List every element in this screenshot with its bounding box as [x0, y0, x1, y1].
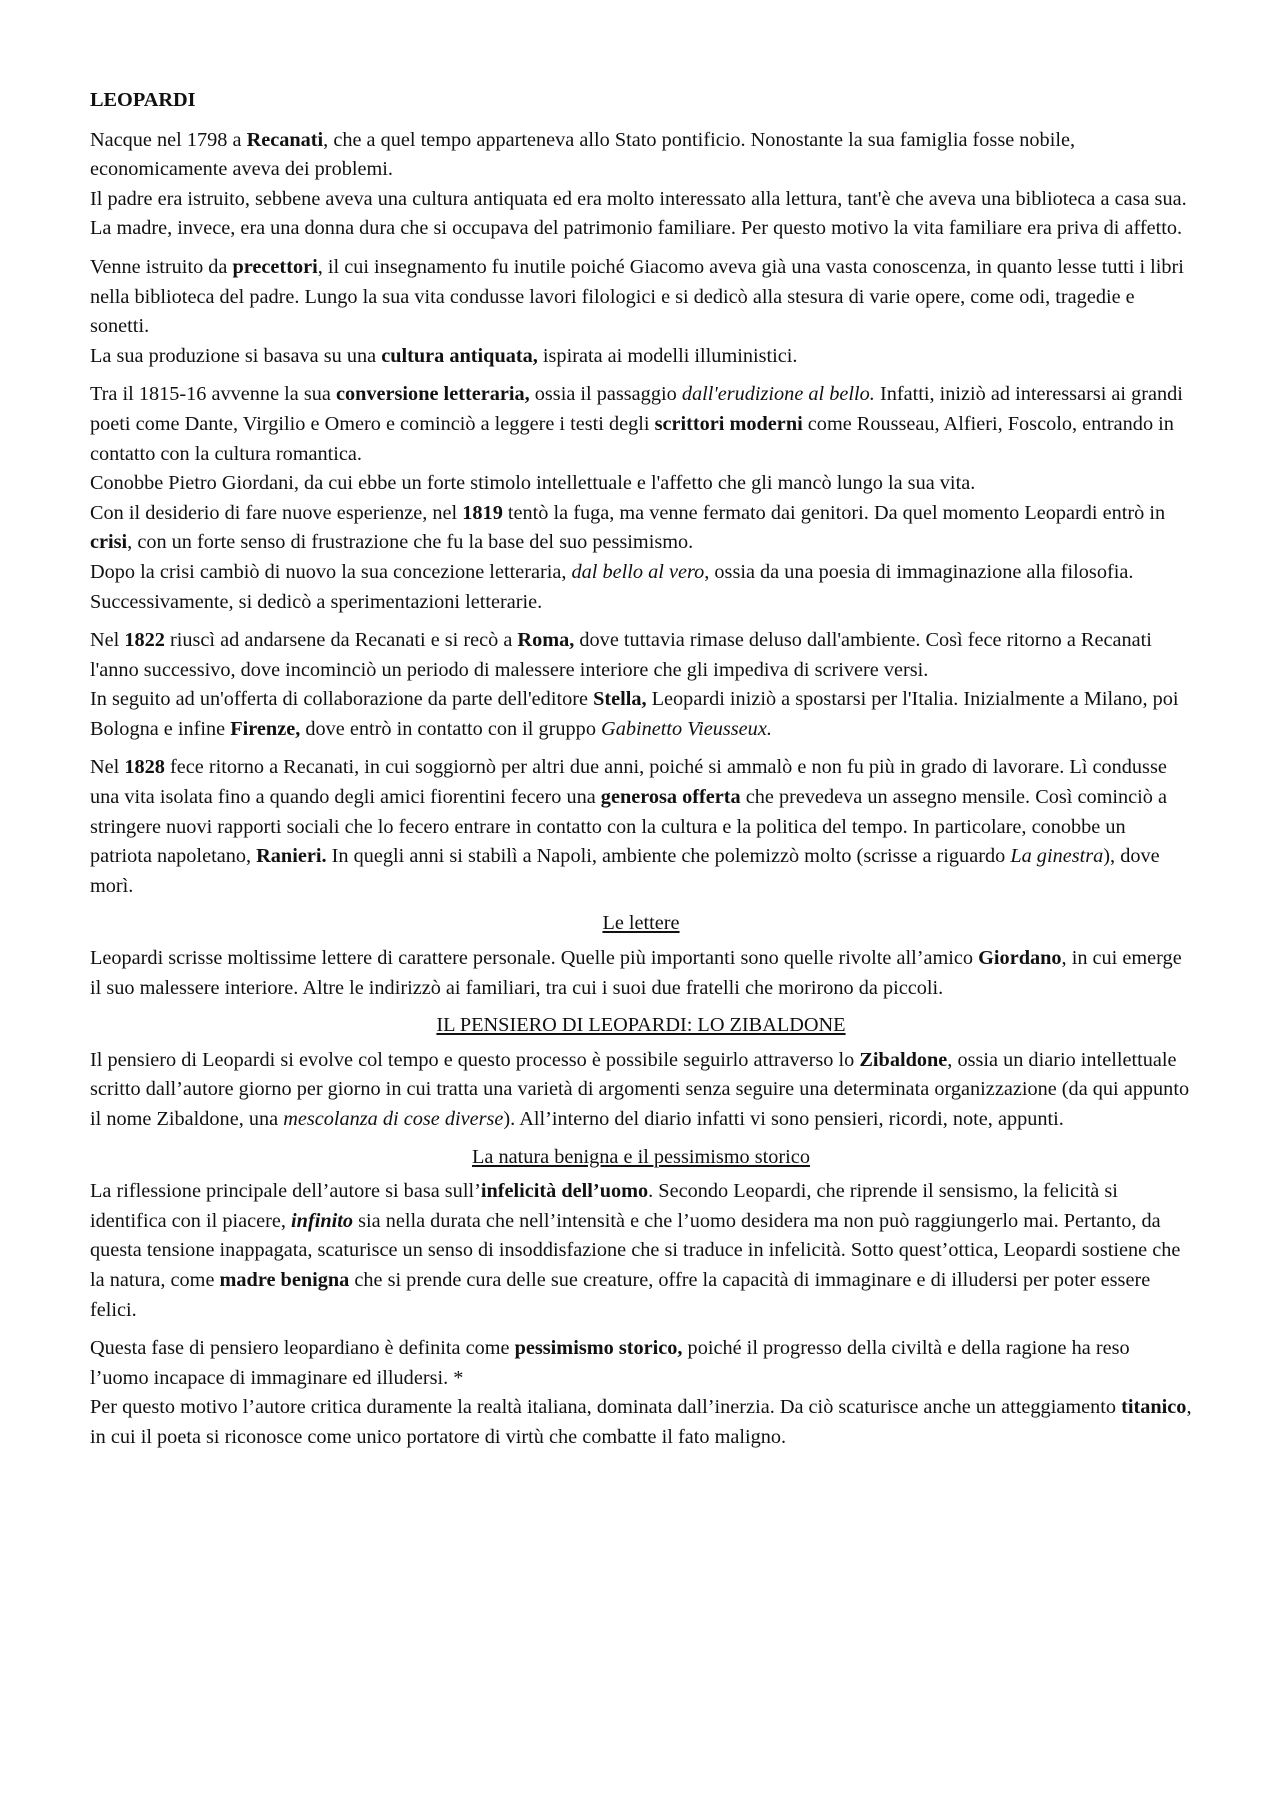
paragraph-giordani: Conobbe Pietro Giordani, da cui ebbe un forte stimolo intellettuale e l'affetto che gli mancò lungo la sua vita. [90, 472, 976, 495]
paragraph-letters: Leopardi scrisse moltissime lettere di carattere personale. Quelle più importanti sono quelle rivolte all’amico Giordano, in cui emerge il suo malessere interiore. Altre le indirizzò ai familiari, tra cui i suoi due fratelli che morirono da piccoli. [90, 947, 1182, 999]
heading-lettere: Le lettere [602, 912, 680, 935]
paragraph-naples: Nel 1828 fece ritorno a Recanati, in cui soggiornò per altri due anni, poiché si ammalò e non fu più in grado di lavorare. Lì condusse una vita isolata fino a quando degli amici fiorentini fecero una generosa offerta che prevedeva un assegno mensile. Così cominciò a stringere nuovi rapporti sociali che lo fecero entrare in contatto con la cultura e la politica del tempo. In particolare, conobbe un patriota napoletano, Ranieri. In quegli anni si stabilì a Napoli, ambiente che polemizzò molto (scrisse a riguardo La ginestra), dove morì. [90, 756, 1167, 897]
paragraph-education: Venne istruito da precettori, il cui insegnamento fu inutile poiché Giacomo aveva già una vasta conoscenza, in quanto lesse tutti i libri nella biblioteca del padre. Lungo la sua vita condusse lavori filologici e si dedicò alla stesura di varie opere, come odi, tragedie e sonetti. [90, 255, 1184, 338]
paragraph-conversion: Tra il 1815-16 avvenne la sua conversione letteraria, ossia il passaggio dall'erudizione al bello. Infatti, iniziò ad interessarsi ai grandi poeti come Dante, Virgilio e Omero e cominciò a leggere i testi degli scrittori moderni come Rousseau, Alfieri, Foscolo, entrando in contatto con la cultura romantica. [90, 383, 1183, 465]
paragraph-stella: In seguito ad un'offerta di collaborazione da parte dell'editore Stella, Leopardi iniziò a spostarsi per l'Italia. Inizialmente a Milano, poi Bologna e infine Firenze, dove entrò in contatto con il gruppo Gabinetto Vieusseux. [90, 688, 1179, 740]
paragraph-titanico: Per questo motivo l’autore critica duramente la realtà italiana, dominata dall’inerzia. Da ciò scaturisce anche un atteggiamento titanico, in cui il poeta si riconosce come unico portatore di virtù che combatte il fato maligno. [90, 1396, 1192, 1448]
paragraph-family: Il padre era istruito, sebbene aveva una cultura antiquata ed era molto interessato alla lettura, tant'è che aveva una biblioteca a casa sua. La madre, invece, era una donna dura che si occupava del patrimonio familiare. Per questo motivo la vita familiare era priva di affetto. [90, 187, 1187, 240]
page-title: LEOPARDI [90, 89, 196, 111]
paragraph-birth: Nacque nel 1798 a Recanati, che a quel tempo apparteneva allo Stato pontificio. Nonostante la sua famiglia fosse nobile, economicamente aveva dei problemi. [90, 128, 1076, 181]
paragraph-infelicita: La riflessione principale dell’autore si basa sull’infelicità dell’uomo. Secondo Leopardi, che riprende il sensismo, la felicità si identifica con il piacere, infinito sia nella durata che nell’intensità e che l’uomo desidera ma non può raggiungerlo mai. Pertanto, da questa tensione inappagata, scaturisce un senso di insoddisfazione che si traduce in infelicità. Sotto quest’ottica, Leopardi sostiene che la natura, come madre benigna che si prende cura delle sue creature, offre la capacità di immaginare e di illudersi per poter essere felici. [90, 1180, 1181, 1321]
paragraph-production: La sua produzione si basava su una cultura antiquata, ispirata ai modelli illuministici. [90, 344, 798, 367]
paragraph-true: Dopo la crisi cambiò di nuovo la sua concezione letteraria, dal bello al vero, ossia da una poesia di immaginazione alla filosofia. Successivamente, si dedicò a sperimentazioni letterarie. [90, 560, 1134, 613]
heading-natura: La natura benigna e il pessimismo storico [472, 1145, 810, 1168]
paragraph-rome: Nel 1822 riuscì ad andarsene da Recanati e si recò a Roma, dove tuttavia rimase deluso dall'ambiente. Così fece ritorno a Recanati l'anno successivo, dove incominciò un periodo di malessere interiore che gli impediva di scrivere versi. [90, 629, 1152, 681]
heading-zibaldone: IL PENSIERO DI LEOPARDI: LO ZIBALDONE [436, 1014, 846, 1037]
paragraph-pessimismo: Questa fase di pensiero leopardiano è definita come pessimismo storico, poiché il progresso della civiltà e della ragione ha reso l’uomo incapace di immaginare ed illudersi. * [90, 1337, 1130, 1389]
paragraph-crisis: Con il desiderio di fare nuove esperienze, nel 1819 tentò la fuga, ma venne fermato dai genitori. Da quel momento Leopardi entrò in crisi, con un forte senso di frustrazione che fu la base del suo pessimismo. [90, 501, 1166, 554]
paragraph-zibaldone: Il pensiero di Leopardi si evolve col tempo e questo processo è possibile seguirlo attraverso lo Zibaldone, ossia un diario intellettuale scritto dall’autore giorno per giorno in cui tratta una varietà di argomenti senza seguire una determinata organizzazione (da qui appunto il nome Zibaldone, una mescolanza di cose diverse). All’interno del diario infatti vi sono pensieri, ricordi, note, appunti. [90, 1048, 1190, 1130]
